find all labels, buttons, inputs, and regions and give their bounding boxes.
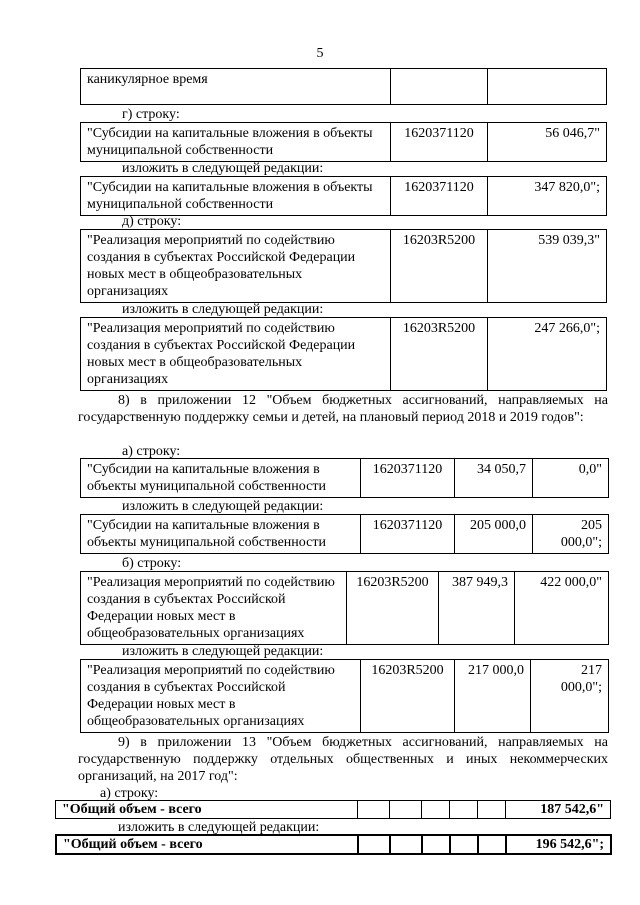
row-amount-2018: 217 000,0	[455, 660, 531, 733]
row-amount: 347 820,0";	[488, 177, 607, 216]
table-continuation	[80, 68, 607, 105]
table-g-original	[80, 122, 607, 162]
table-d-original	[80, 229, 607, 303]
replace-label: изложить в следующей редакции:	[118, 820, 320, 835]
empty-cell	[390, 801, 422, 819]
empty-cell	[422, 835, 450, 854]
empty-cell	[390, 835, 422, 854]
item-d-label: д) строку:	[122, 214, 182, 229]
table-g-new	[80, 176, 607, 216]
table-a1-new	[80, 514, 609, 554]
row-amount-2019: 422 000,0"	[515, 572, 609, 645]
row-name: "Субсидии на капитальные вложения в объекты муниципальной собственности	[81, 177, 391, 216]
row-amount-2019: 217 000,0";	[531, 660, 609, 733]
replace-label: изложить в следующей редакции:	[122, 302, 324, 317]
row-name: каникулярное время	[81, 69, 391, 105]
table-total-original	[55, 800, 611, 819]
item-a-label: а) строку:	[100, 786, 159, 801]
row-amount-2019: 205 000,0";	[533, 515, 609, 554]
table-b-new	[80, 659, 609, 733]
row-amount-2018: 34 050,7	[455, 459, 533, 498]
row-amount	[488, 69, 607, 105]
row-amount: 56 046,7"	[488, 123, 607, 162]
table-a1-original	[80, 458, 609, 498]
row-name: "Реализация мероприятий по содействию создания в субъектах Российской Федерации новых мест в общеобразовательных организациях	[81, 660, 361, 733]
item-a-label: а) строку:	[122, 444, 181, 459]
row-amount: 247 266,0";	[488, 318, 607, 391]
row-code: 1620371120	[391, 123, 488, 162]
row-amount-2018: 205 000,0	[455, 515, 533, 554]
item-g-label: г) строку:	[122, 107, 180, 122]
replace-label: изложить в следующей редакции:	[122, 161, 324, 176]
row-code: 16203R5200	[391, 230, 488, 303]
paragraph-9: 9) в приложении 13 "Объем бюджетных ассигнований, направляемых на государственную поддержку отдельных общественных и иных некоммерческих организаций, на 2017 год":	[78, 735, 608, 784]
row-name: "Реализация мероприятий по содействию создания в субъектах Российской Федерации новых мест в общеобразовательных организациях	[81, 230, 391, 303]
row-name: "Субсидии на капитальные вложения в объекты муниципальной собственности	[81, 123, 391, 162]
empty-cell	[450, 801, 478, 819]
row-name: "Субсидии на капитальные вложения в объекты муниципальной собственности	[81, 459, 361, 498]
replace-label: изложить в следующей редакции:	[122, 644, 324, 659]
row-code: 1620371120	[391, 177, 488, 216]
empty-cell	[450, 835, 478, 854]
item-b-label: б) строку:	[122, 556, 182, 571]
row-name: "Общий объем - всего	[56, 835, 358, 854]
paragraph-8: 8) в приложении 12 "Объем бюджетных ассигнований, направляемых на государственную поддержку семьи и детей, на плановый период 2018 и 2019 годов":	[78, 393, 608, 425]
row-name: "Субсидии на капитальные вложения в объекты муниципальной собственности	[81, 515, 361, 554]
row-amount: 187 542,6"	[506, 801, 611, 819]
row-name: "Реализация мероприятий по содействию создания в субъектах Российской Федерации новых мест в общеобразовательных организациях	[81, 572, 347, 645]
table-d-new	[80, 317, 607, 391]
row-code	[391, 69, 488, 105]
row-code: 16203R5200	[391, 318, 488, 391]
page-number: 5	[316, 46, 324, 61]
row-name: "Реализация мероприятий по содействию создания в субъектах Российской Федерации новых мест в общеобразовательных организациях	[81, 318, 391, 391]
row-code: 1620371120	[361, 515, 455, 554]
empty-cell	[422, 801, 450, 819]
row-amount: 539 039,3"	[488, 230, 607, 303]
empty-cell	[478, 801, 506, 819]
row-amount-2019: 0,0"	[533, 459, 609, 498]
table-total-new	[55, 834, 612, 855]
row-code: 1620371120	[361, 459, 455, 498]
row-code: 16203R5200	[361, 660, 455, 733]
row-amount-2018: 387 949,3	[439, 572, 515, 645]
replace-label: изложить в следующей редакции:	[122, 499, 324, 514]
empty-cell	[358, 835, 390, 854]
empty-cell	[358, 801, 390, 819]
row-amount: 196 542,6";	[506, 835, 611, 854]
row-code: 16203R5200	[347, 572, 439, 645]
empty-cell	[478, 835, 506, 854]
table-b-original	[80, 571, 609, 645]
row-name: "Общий объем - всего	[56, 801, 358, 819]
